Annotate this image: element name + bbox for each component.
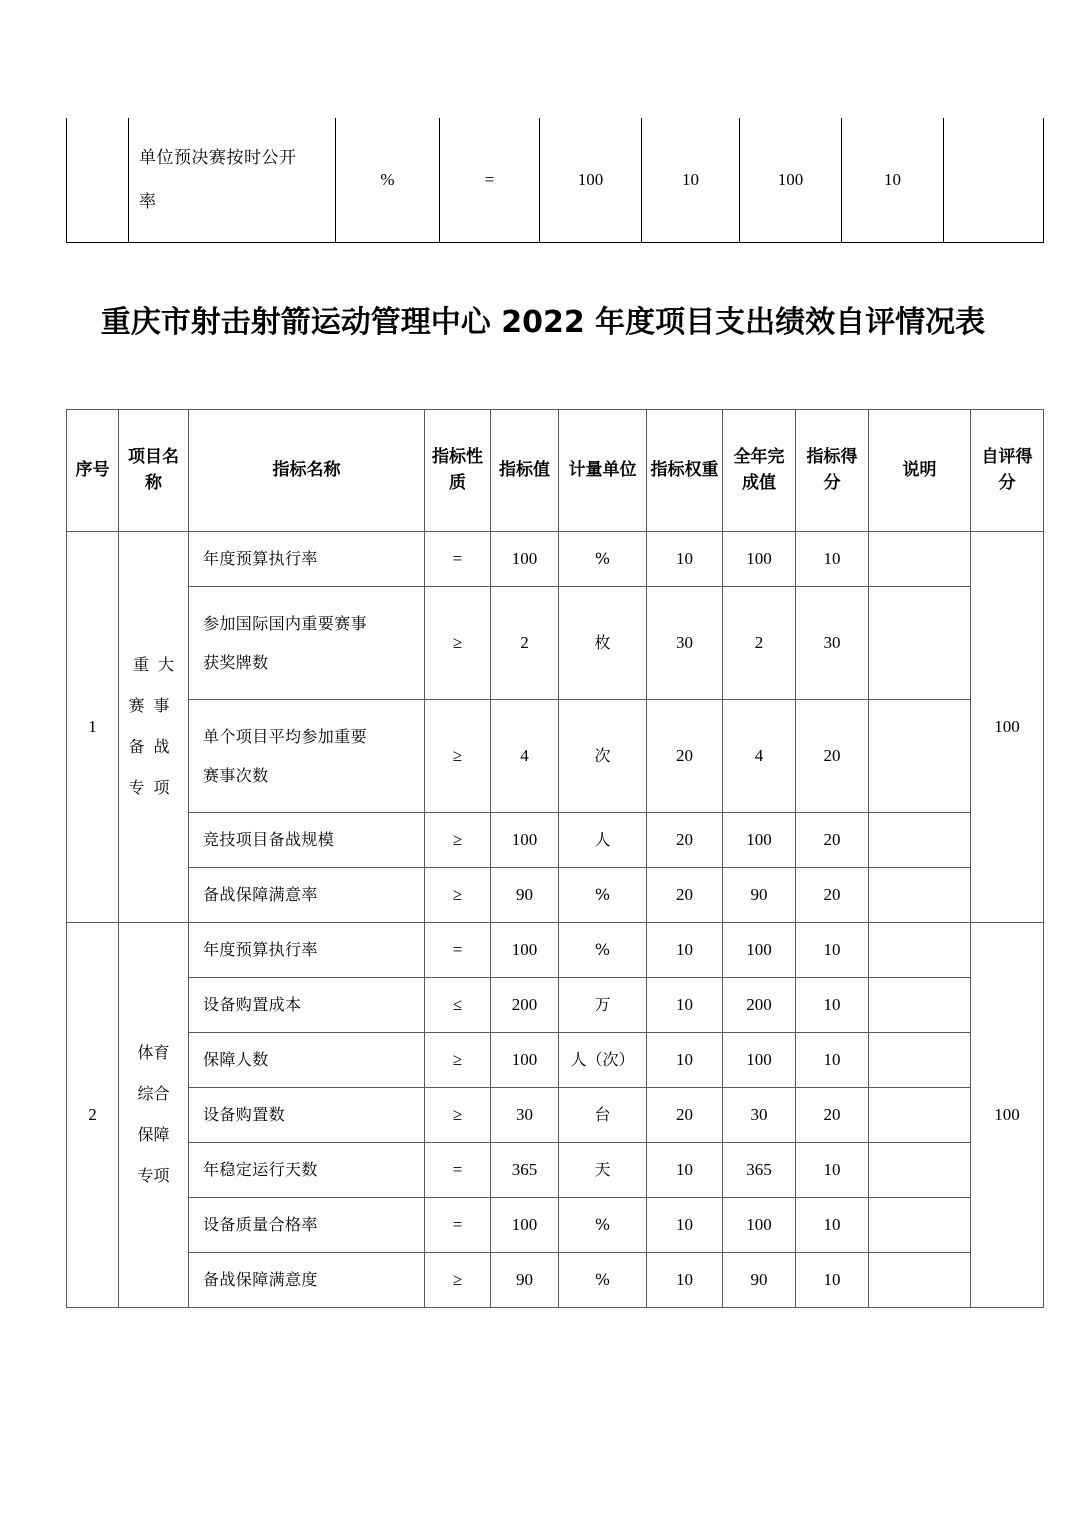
cell-weight: 10 [647, 1198, 723, 1253]
cell-completed: 100 [723, 1198, 796, 1253]
cell-note [869, 1033, 971, 1088]
cell-unit: 次 [559, 700, 647, 813]
cell-unit: % [559, 923, 647, 978]
cell-completed: 365 [723, 1143, 796, 1198]
cell-nature: ≥ [425, 868, 491, 923]
cell-completed: 4 [723, 700, 796, 813]
cell-value: 90 [491, 868, 559, 923]
cont-cell-note [944, 118, 1044, 243]
cell-note [869, 1198, 971, 1253]
cell-weight: 20 [647, 700, 723, 813]
table-row [67, 1198, 1044, 1253]
cell-weight: 20 [647, 1088, 723, 1143]
cell-note [869, 1088, 971, 1143]
cell-indicator-name: 备战保障满意率 [189, 868, 425, 923]
cell-unit: 人（次） [559, 1033, 647, 1088]
cell-indicator-name: 单个项目平均参加重要 赛事次数 [189, 700, 425, 813]
cell-completed: 90 [723, 1253, 796, 1308]
cell-score: 30 [796, 587, 869, 700]
table-row [67, 868, 1044, 923]
cell-score: 10 [796, 532, 869, 587]
cell-self-score: 100 [971, 532, 1044, 923]
cell-value: 30 [491, 1088, 559, 1143]
cell-weight: 10 [647, 923, 723, 978]
cell-indicator-name: 设备购置成本 [189, 978, 425, 1033]
cell-self-score: 100 [971, 923, 1044, 1308]
header-indicator-name: 指标名称 [189, 410, 425, 532]
cont-cell-unit: % [336, 118, 440, 243]
cell-note [869, 978, 971, 1033]
cell-completed: 200 [723, 978, 796, 1033]
cell-indicator-name: 备战保障满意度 [189, 1253, 425, 1308]
cell-note [869, 1253, 971, 1308]
cell-score: 10 [796, 1198, 869, 1253]
cell-note [869, 700, 971, 813]
cont-cell-completed: 100 [740, 118, 842, 243]
header-completed: 全年完成值 [723, 410, 796, 532]
table-row [67, 978, 1044, 1033]
cell-seq: 1 [67, 532, 119, 923]
cell-indicator-name: 年度预算执行率 [189, 532, 425, 587]
cell-weight: 10 [647, 1033, 723, 1088]
cell-completed: 100 [723, 923, 796, 978]
header-self-score: 自评得分 [971, 410, 1044, 532]
cell-score: 10 [796, 923, 869, 978]
cell-value: 100 [491, 813, 559, 868]
cell-nature: ≥ [425, 700, 491, 813]
cell-value: 100 [491, 1198, 559, 1253]
table-row [67, 1253, 1044, 1308]
cell-value: 200 [491, 978, 559, 1033]
cell-note [869, 868, 971, 923]
cell-weight: 20 [647, 813, 723, 868]
cell-score: 20 [796, 1088, 869, 1143]
page-title: 重庆市射击射箭运动管理中心 2022 年度项目支出绩效自评情况表 [100, 305, 986, 340]
cont-cell-value: 100 [540, 118, 642, 243]
cell-completed: 100 [723, 532, 796, 587]
cell-note [869, 1143, 971, 1198]
cell-weight: 30 [647, 587, 723, 700]
cell-seq: 2 [67, 923, 119, 1308]
cell-unit: % [559, 1253, 647, 1308]
cell-value: 90 [491, 1253, 559, 1308]
cell-unit: 枚 [559, 587, 647, 700]
cont-cell-score: 10 [842, 118, 944, 243]
cell-unit: 人 [559, 813, 647, 868]
cell-value: 100 [491, 923, 559, 978]
cell-completed: 90 [723, 868, 796, 923]
cell-unit: % [559, 1198, 647, 1253]
cell-unit: % [559, 532, 647, 587]
header-score: 指标得分 [796, 410, 869, 532]
performance-table [66, 409, 1044, 1308]
cell-weight: 10 [647, 1253, 723, 1308]
cell-indicator-name: 参加国际国内重要赛事 获奖牌数 [189, 587, 425, 700]
cell-score: 10 [796, 1033, 869, 1088]
cell-value: 365 [491, 1143, 559, 1198]
table-row [67, 813, 1044, 868]
cell-score: 10 [796, 978, 869, 1033]
cont-cell-seq [67, 118, 129, 243]
cell-indicator-name: 设备质量合格率 [189, 1198, 425, 1253]
table-row [67, 1033, 1044, 1088]
cell-nature: = [425, 1198, 491, 1253]
cell-note [869, 813, 971, 868]
cell-nature: ≥ [425, 1033, 491, 1088]
table-row [67, 532, 1044, 587]
cell-unit: % [559, 868, 647, 923]
cell-note [869, 923, 971, 978]
cell-nature: = [425, 923, 491, 978]
table-row [67, 1143, 1044, 1198]
cell-score: 20 [796, 868, 869, 923]
cell-nature: ≥ [425, 813, 491, 868]
cell-nature: ≤ [425, 978, 491, 1033]
cell-note [869, 587, 971, 700]
cell-score: 20 [796, 813, 869, 868]
cell-score: 10 [796, 1143, 869, 1198]
cell-weight: 10 [647, 532, 723, 587]
header-value: 指标值 [491, 410, 559, 532]
cell-weight: 10 [647, 978, 723, 1033]
cell-score: 20 [796, 700, 869, 813]
table-header-row [67, 410, 1044, 532]
header-unit: 计量单位 [559, 410, 647, 532]
header-seq: 序号 [67, 410, 119, 532]
cont-cell-weight: 10 [642, 118, 740, 243]
table-row [67, 118, 1044, 243]
cell-project: 重大 赛事 备战 专项 [119, 532, 189, 923]
cell-weight: 20 [647, 868, 723, 923]
cell-completed: 2 [723, 587, 796, 700]
cell-indicator-name: 年度预算执行率 [189, 923, 425, 978]
cell-indicator-name: 年稳定运行天数 [189, 1143, 425, 1198]
cell-completed: 30 [723, 1088, 796, 1143]
header-note: 说明 [869, 410, 971, 532]
cell-indicator-name: 保障人数 [189, 1033, 425, 1088]
cont-cell-indicator-name: 单位预决赛按时公开 率 [129, 118, 336, 243]
cell-project: 体育 综合 保障 专项 [119, 923, 189, 1308]
cell-value: 2 [491, 587, 559, 700]
cell-value: 4 [491, 700, 559, 813]
cell-note [869, 532, 971, 587]
cell-unit: 天 [559, 1143, 647, 1198]
cell-indicator-name: 竞技项目备战规模 [189, 813, 425, 868]
header-nature: 指标性质 [425, 410, 491, 532]
cell-nature: = [425, 1143, 491, 1198]
cell-nature: ≥ [425, 587, 491, 700]
cell-unit: 万 [559, 978, 647, 1033]
table-row [67, 923, 1044, 978]
cell-value: 100 [491, 532, 559, 587]
table-row [67, 587, 1044, 700]
cell-completed: 100 [723, 813, 796, 868]
continued-table [66, 118, 1044, 243]
cell-nature: = [425, 532, 491, 587]
header-weight: 指标权重 [647, 410, 723, 532]
cell-score: 10 [796, 1253, 869, 1308]
table-row [67, 700, 1044, 813]
header-project: 项目名称 [119, 410, 189, 532]
cont-cell-nature: = [440, 118, 540, 243]
cell-completed: 100 [723, 1033, 796, 1088]
cell-value: 100 [491, 1033, 559, 1088]
cell-nature: ≥ [425, 1253, 491, 1308]
cell-unit: 台 [559, 1088, 647, 1143]
cell-nature: ≥ [425, 1088, 491, 1143]
cell-weight: 10 [647, 1143, 723, 1198]
cell-indicator-name: 设备购置数 [189, 1088, 425, 1143]
table-row [67, 1088, 1044, 1143]
